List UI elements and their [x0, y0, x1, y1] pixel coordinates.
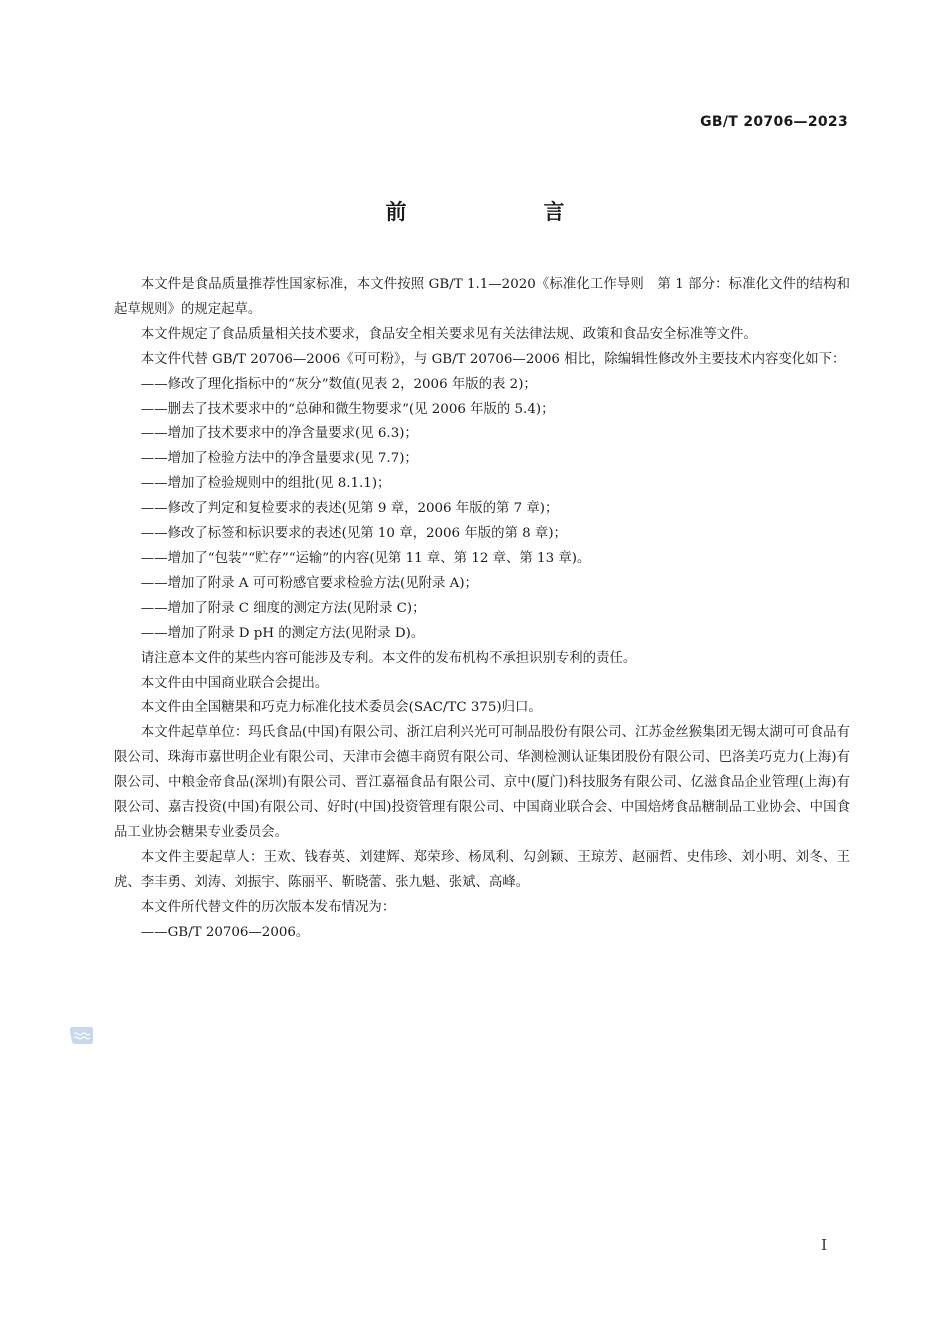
- change-item: ——修改了标签和标识要求的表述(见第 10 章，2006 年版的第 8 章)；: [140, 526, 567, 542]
- paragraph-version-history: 本文件所代替文件的历次版本发布情况为：: [140, 899, 396, 915]
- paragraph-patent-notice: 请注意本文件的某些内容可能涉及专利。本文件的发布机构不承担识别专利的责任。: [140, 650, 637, 666]
- change-item: ——增加了检验方法中的净含量要求(见 7.7)；: [140, 451, 418, 467]
- paragraph-proposer: 本文件由中国商业联合会提出。: [140, 675, 329, 691]
- change-item: ——增加了“包装”“贮存”“运输”的内容(见第 11 章、第 12 章、第 13 章)。: [140, 550, 591, 566]
- change-item: ——增加了技术要求中的净含量要求(见 6.3)；: [140, 426, 418, 442]
- document-body: [114, 273, 850, 945]
- change-item: ——删去了技术要求中的“总砷和微生物要求”(见 2006 年版的 5.4)；: [140, 401, 555, 417]
- standard-code: GB/T 20706—2023: [700, 114, 848, 130]
- change-item: ——修改了判定和复检要求的表述(见第 9 章，2006 年版的第 7 章)；: [140, 501, 559, 517]
- paragraph-drafting-units: 本文件起草单位：玛氏食品(中国)有限公司、浙江启利兴光可可制品股份有限公司、江苏金丝猴集团无锡太湖可可食品有限公司、珠海市嘉世明企业有限公司、天津市会德丰商贸有限公司、华测检测认证集团股份有限公司、巴洛美巧克力(上海)有限公司、中粮金帝食品(深圳)有限公司、晋江嘉福食品有限公司、京中(厦门)科技服务有限公司、亿滋食品企业管理(上海)有限公司、嘉吉投资(中国)有限公司、好时(中国)投资管理有限公司、中国商业联合会、中国焙烤食品糖制品工业协会、中国食品工业协会糖果专业委员会。: [114, 725, 850, 840]
- paragraph-drafting-rules: 本文件是食品质量推荐性国家标准，本文件按照 GB/T 1.1—2020《标准化工作导则 第 1 部分：标准化文件的结构和起草规则》的规定起草。: [114, 277, 850, 317]
- sac-logo-icon: [69, 1025, 94, 1046]
- change-item: ——增加了附录 D pH 的测定方法(见附录 D)。: [140, 625, 425, 641]
- paragraph-centralized-unit: 本文件由全国糖果和巧克力标准化技术委员会(SAC/TC 375)归口。: [140, 700, 542, 716]
- change-item: ——增加了检验规则中的组批(见 8.1.1)；: [140, 476, 391, 492]
- paragraph-replacement: 本文件代替 GB/T 20706—2006《可可粉》，与 GB/T 20706—2006 相比，除编辑性修改外主要技术内容变化如下：: [140, 351, 846, 367]
- change-item: ——增加了附录 C 细度的测定方法(见附录 C)；: [140, 600, 426, 616]
- paragraph-scope: 本文件规定了食品质量相关技术要求，食品安全相关要求见有关法律法规、政策和食品安全标准等文件。: [140, 326, 757, 342]
- change-item: ——修改了理化指标中的“灰分”数值(见表 2，2006 年版的表 2)；: [140, 376, 537, 392]
- history-item: ——GB/T 20706—2006。: [140, 924, 310, 940]
- change-item: ——增加了附录 A 可可粉感官要求检验方法(见附录 A)；: [140, 575, 478, 591]
- page-title: 前 言: [385, 200, 623, 224]
- paragraph-drafters: 本文件主要起草人：王欢、钱春英、刘建辉、郑荣珍、杨凤利、勾剑颖、王琼芳、赵丽哲、史伟珍、刘小明、刘冬、王虎、李丰勇、刘涛、刘振宇、陈丽平、靳晓蕾、张九魁、张斌、高峰。: [114, 849, 850, 890]
- page-number: I: [821, 1236, 827, 1254]
